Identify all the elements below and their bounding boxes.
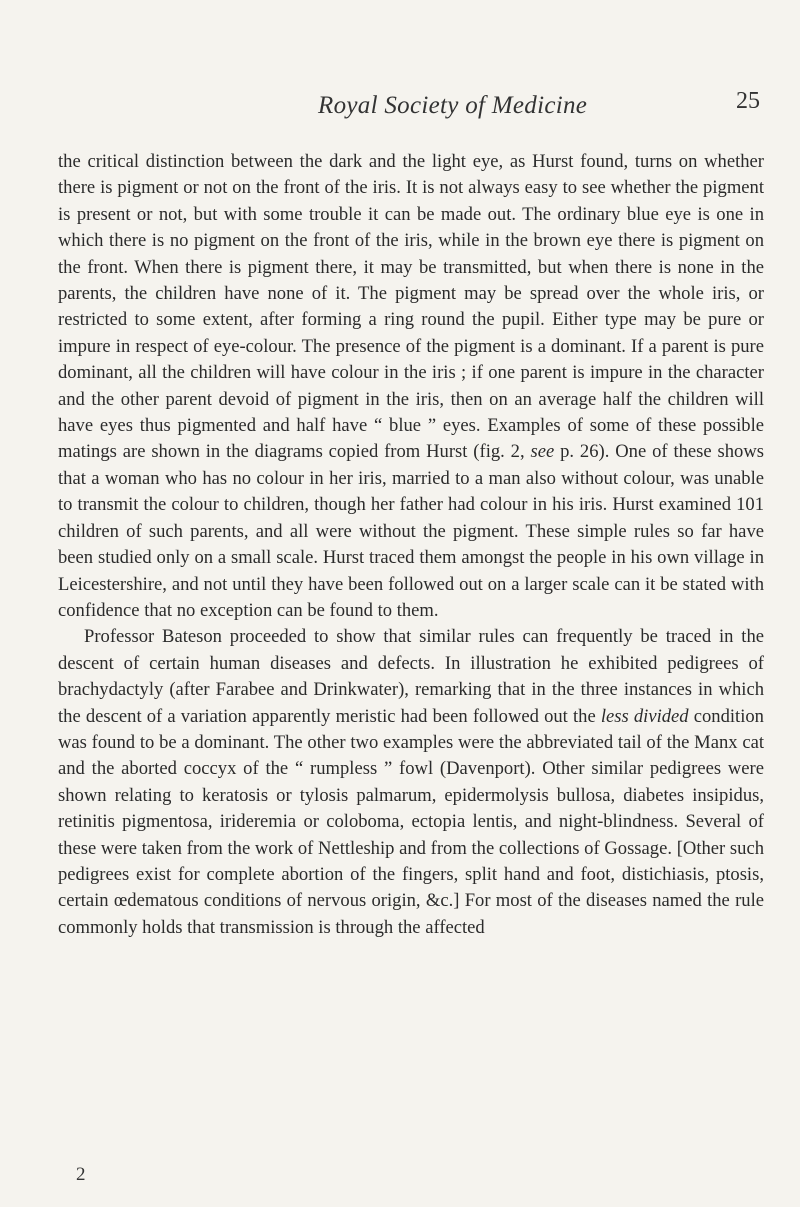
paragraph-text: p. 26). One of these shows that a woman who has no colour in her iris, married to a man also without colour, was unable to transmit the colour to children, though her father had colour in his iris. Hurst examined 101 children of such parents, and all were without the pigment. These simple rules so far have been studied only on a small scale. Hurst traced them amongst the people in his own village in Leicestershire, and not until they have been followed out on a larger scale can it be stated with confidence that no exception can be found to them.: [58, 441, 765, 621]
body-text: [58, 149, 764, 941]
paragraph: [58, 149, 764, 624]
italic-text: see: [530, 441, 555, 463]
signature-mark: 2: [76, 1164, 86, 1185]
running-header: [60, 88, 760, 132]
paragraph: [58, 624, 764, 941]
paragraph-text: the critical distinction between the dark and the light eye, as Hurst found, turns on whether there is pigment or not on the front of the iris. It is not always easy to see whether the pigment is present or not, but with some trouble it can be made out. The ordinary blue eye is one in which there is no pigment on the front of the iris, while in the brown eye there is pigment on the front. When there is pigment there, it may be transmitted, but when there is none in the parents, the children have none of it. The pigment may be spread over the whole iris, or restricted to some extent, after forming a ring round the pupil. Either type may be pure or impure in respect of eye-colour. The presence of the pigment is a dominant. If a parent is pure dominant, all the children will have colour in the iris ; if one parent is impure in the character and the other parent devoid of pigment in the iris, then on an average half the children will have eyes thus pigmented and half have “ blue ” eyes. Examples of some of these possible matings are shown in the diagrams copied from Hurst (fig. 2,: [58, 151, 764, 463]
paragraph-text: condition was found to be a dominant. The other two examples were the abbreviated tail of the Manx cat and the aborted coccyx of the “ rumpless ” fowl (Davenport). Other similar pedigrees were shown relating to keratosis or tylosis palmarum, epidermolysis bullosa, diabetes insipidus, retinitis pigmentosa, irideremia or coloboma, ectopia lentis, and night-blindness. Several of these were taken from the work of Nettleship and from the collections of Gossage. [Other such pedigrees exist for complete abortion of the fingers, split hand and foot, distichiasis, ptosis, certain œdematous conditions of nervous origin, &c.] For most of the diseases named the rule commonly holds that transmission is through the affected: [58, 705, 764, 938]
paragraph-text: Professor Bateson proceeded to show that similar rules can frequently be traced in the descent of certain human diseases and defects. In illustration he exhibited pedigrees of brachydactyly (after Farabee and Drinkwater), remarking that in the three instances in which the descent of a variation apparently meristic had been followed out the: [58, 626, 764, 727]
italic-text: less divided: [600, 705, 689, 727]
running-title: Royal Society of Medicine: [318, 92, 588, 119]
page-number: 25: [736, 88, 760, 114]
